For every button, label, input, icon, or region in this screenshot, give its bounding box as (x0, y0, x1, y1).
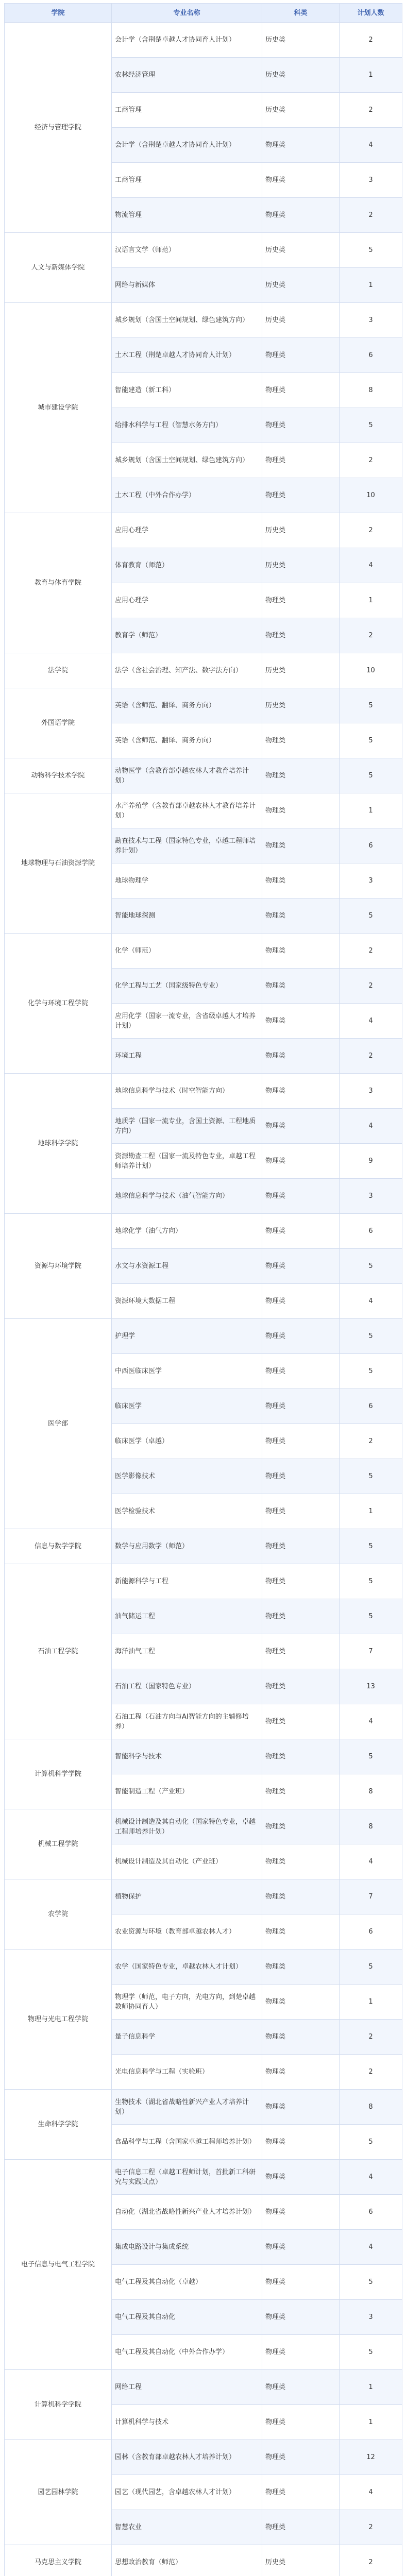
plan-count-cell: 4 (340, 2475, 402, 2510)
plan-count-cell: 5 (340, 408, 402, 443)
plan-count-cell: 6 (340, 1214, 402, 1249)
plan-count-cell: 6 (340, 828, 402, 863)
subject-cell: 物理类 (262, 1039, 340, 1074)
college-cell: 动物科学技术学院 (5, 758, 112, 793)
major-cell: 工商管理 (112, 163, 262, 198)
major-cell: 电气工程及其自动化 (112, 2300, 262, 2335)
subject-cell: 物理类 (262, 2405, 340, 2440)
major-cell: 电子信息工程（卓越工程师计划，首批新工科研究与实践试点） (112, 2160, 262, 2195)
major-cell: 食品科学与工程（含国家卓越工程师培养计划） (112, 2125, 262, 2160)
subject-cell: 物理类 (262, 1074, 340, 1109)
subject-cell: 物理类 (262, 1004, 340, 1039)
plan-count-cell: 5 (340, 688, 402, 723)
plan-count-cell: 7 (340, 1879, 402, 1914)
subject-cell: 物理类 (262, 1809, 340, 1844)
college-cell: 化学与环境工程学院 (5, 934, 112, 1074)
subject-cell: 物理类 (262, 408, 340, 443)
table-row (5, 934, 402, 969)
college-cell: 计算机科学学院 (5, 1739, 112, 1809)
subject-cell: 物理类 (262, 1879, 340, 1914)
subject-cell: 物理类 (262, 2265, 340, 2300)
major-cell: 应用化学（国家一流专业，含省级卓越人才培养计划） (112, 1004, 262, 1039)
major-cell: 光电信息科学与工程（实验班） (112, 2055, 262, 2090)
subject-cell: 物理类 (262, 1844, 340, 1879)
plan-count-cell: 6 (340, 1914, 402, 1950)
plan-count-cell: 5 (340, 758, 402, 793)
subject-cell: 物理类 (262, 1214, 340, 1249)
major-cell: 医学影像技术 (112, 1459, 262, 1494)
major-cell: 工商管理 (112, 93, 262, 128)
subject-cell: 物理类 (262, 2335, 340, 2370)
major-cell: 物理学（师范，电子方向，光电方向，到楚卓越教师协同育人） (112, 1985, 262, 2020)
plan-count-cell: 5 (340, 1459, 402, 1494)
subject-cell: 物理类 (262, 1704, 340, 1739)
plan-count-cell: 13 (340, 1669, 402, 1704)
college-cell: 信息与数学学院 (5, 1529, 112, 1564)
subject-cell: 物理类 (262, 1284, 340, 1319)
subject-cell: 物理类 (262, 618, 340, 653)
table-row (5, 1809, 402, 1844)
major-cell: 资源环境大数据工程 (112, 1284, 262, 1319)
college-cell: 城市建设学院 (5, 303, 112, 513)
major-cell: 机械设计制造及其自动化（国家特色专业，卓越工程师培养计划） (112, 1809, 262, 1844)
table-row (5, 1739, 402, 1774)
plan-count-cell: 4 (340, 128, 402, 163)
major-cell: 园艺（现代园艺，含卓越农林人才计划） (112, 2475, 262, 2510)
college-cell: 园艺园林学院 (5, 2440, 112, 2545)
subject-cell: 物理类 (262, 934, 340, 969)
college-cell: 电子信息与电气工程学院 (5, 2160, 112, 2370)
subject-cell: 物理类 (262, 1774, 340, 1809)
plan-count-cell: 8 (340, 1774, 402, 1809)
plan-count-cell: 3 (340, 1179, 402, 1214)
subject-cell: 历史类 (262, 303, 340, 338)
subject-cell: 历史类 (262, 268, 340, 303)
plan-count-cell: 2 (340, 934, 402, 969)
plan-count-cell: 5 (340, 1950, 402, 1985)
plan-count-cell: 5 (340, 1354, 402, 1389)
major-cell: 生物技术（湖北省战略性新兴产业人才培养计划） (112, 2090, 262, 2125)
major-cell: 智能建造（新工科） (112, 373, 262, 408)
subject-cell: 物理类 (262, 2510, 340, 2545)
college-cell: 医学部 (5, 1319, 112, 1529)
major-cell: 新能源科学与工程 (112, 1564, 262, 1599)
table-header-row (5, 4, 402, 23)
major-cell: 网络与新媒体 (112, 268, 262, 303)
table-row (5, 233, 402, 268)
major-cell: 城乡规划（含国土空间规划、绿色建筑方向） (112, 303, 262, 338)
subject-cell: 物理类 (262, 1599, 340, 1634)
subject-cell: 物理类 (262, 2440, 340, 2475)
plan-count-cell: 4 (340, 1704, 402, 1739)
subject-cell: 物理类 (262, 1319, 340, 1354)
college-cell: 资源与环境学院 (5, 1214, 112, 1319)
subject-cell: 物理类 (262, 2160, 340, 2195)
college-cell: 地球科学学院 (5, 1074, 112, 1214)
major-cell: 地质学（国家一流专业，含国土资源、工程地质方向） (112, 1109, 262, 1144)
table-row (5, 513, 402, 548)
plan-count-cell: 4 (340, 2230, 402, 2265)
subject-cell: 物理类 (262, 1179, 340, 1214)
major-cell: 法学（含社会治理、知产法、数字法方向） (112, 653, 262, 688)
major-cell: 城乡规划（含国土空间规划、绿色建筑方向） (112, 443, 262, 478)
plan-count-cell: 2 (340, 1039, 402, 1074)
major-cell: 教育学（师范） (112, 618, 262, 653)
plan-count-cell: 5 (340, 899, 402, 934)
plan-count-cell: 1 (340, 268, 402, 303)
subject-cell: 物理类 (262, 723, 340, 758)
plan-count-cell: 12 (340, 2440, 402, 2475)
major-cell: 应用心理学 (112, 583, 262, 618)
college-cell: 机械工程学院 (5, 1809, 112, 1879)
plan-count-cell: 2 (340, 1424, 402, 1459)
subject-cell: 物理类 (262, 1985, 340, 2020)
table-row (5, 2160, 402, 2195)
subject-cell: 物理类 (262, 443, 340, 478)
major-cell: 地球化学（油气方向） (112, 1214, 262, 1249)
admission-plan-table (4, 3, 402, 2576)
major-cell: 数学与应用数学（师范） (112, 1529, 262, 1564)
plan-count-cell: 5 (340, 1739, 402, 1774)
subject-cell: 物理类 (262, 373, 340, 408)
table-row (5, 653, 402, 688)
subject-cell: 物理类 (262, 969, 340, 1004)
subject-cell: 物理类 (262, 793, 340, 828)
major-cell: 智慧农业 (112, 2510, 262, 2545)
plan-count-cell: 5 (340, 1599, 402, 1634)
plan-count-cell: 1 (340, 1985, 402, 2020)
subject-cell: 物理类 (262, 338, 340, 373)
subject-cell: 物理类 (262, 1739, 340, 1774)
college-cell: 计算机科学学院 (5, 2370, 112, 2440)
subject-cell: 历史类 (262, 513, 340, 548)
subject-cell: 物理类 (262, 2370, 340, 2405)
subject-cell: 历史类 (262, 548, 340, 583)
major-cell: 智能地球探测 (112, 899, 262, 934)
subject-cell: 物理类 (262, 828, 340, 863)
subject-cell: 物理类 (262, 1109, 340, 1144)
major-cell: 量子信息科学 (112, 2020, 262, 2055)
table-row (5, 1214, 402, 1249)
subject-cell: 物理类 (262, 1424, 340, 1459)
subject-cell: 物理类 (262, 1459, 340, 1494)
major-cell: 自动化（湖北省战略性新兴产业人才培养计划） (112, 2195, 262, 2230)
major-cell: 集成电路设计与集成系统 (112, 2230, 262, 2265)
table-row (5, 758, 402, 793)
subject-cell: 物理类 (262, 2125, 340, 2160)
plan-count-cell: 1 (340, 1494, 402, 1529)
major-cell: 油气储运工程 (112, 1599, 262, 1634)
subject-cell: 物理类 (262, 2055, 340, 2090)
table-row (5, 793, 402, 828)
plan-count-cell: 4 (340, 1844, 402, 1879)
plan-count-cell: 2 (340, 618, 402, 653)
plan-count-cell: 1 (340, 583, 402, 618)
major-cell: 临床医学（卓越） (112, 1424, 262, 1459)
plan-count-cell: 2 (340, 2510, 402, 2545)
subject-cell: 物理类 (262, 2300, 340, 2335)
major-cell: 医学检验技术 (112, 1494, 262, 1529)
subject-cell: 物理类 (262, 1529, 340, 1564)
major-cell: 物流管理 (112, 198, 262, 233)
college-cell: 农学院 (5, 1879, 112, 1950)
plan-count-cell: 6 (340, 1389, 402, 1424)
table-row (5, 1529, 402, 1564)
major-cell: 勘查技术与工程（国家特色专业，卓越工程师培养计划） (112, 828, 262, 863)
major-cell: 土木工程（荆楚卓越人才协同育人计划） (112, 338, 262, 373)
major-cell: 给排水科学与工程（智慧水务方向） (112, 408, 262, 443)
college-cell: 地球物理与石油资源学院 (5, 793, 112, 934)
college-cell: 法学院 (5, 653, 112, 688)
major-cell: 化学工程与工艺（国家级特色专业） (112, 969, 262, 1004)
college-cell: 人文与新媒体学院 (5, 233, 112, 303)
plan-count-cell: 5 (340, 2265, 402, 2300)
plan-count-cell: 1 (340, 2405, 402, 2440)
major-cell: 植物保护 (112, 1879, 262, 1914)
plan-count-cell: 2 (340, 969, 402, 1004)
plan-count-cell: 4 (340, 1109, 402, 1144)
subject-cell: 物理类 (262, 1354, 340, 1389)
subject-cell: 物理类 (262, 758, 340, 793)
major-cell: 会计学（含荆楚卓越人才协同育人计划） (112, 128, 262, 163)
subject-cell: 物理类 (262, 1144, 340, 1179)
subject-cell: 物理类 (262, 2475, 340, 2510)
plan-count-cell: 6 (340, 2195, 402, 2230)
subject-cell: 物理类 (262, 1950, 340, 1985)
plan-count-cell: 3 (340, 2300, 402, 2335)
major-cell: 电气工程及其自动化（中外合作办学） (112, 2335, 262, 2370)
major-cell: 计算机科学与技术 (112, 2405, 262, 2440)
table-body (5, 23, 402, 2576)
major-cell: 机械设计制造及其自动化（产业班） (112, 1844, 262, 1879)
major-cell: 水文与水资源工程 (112, 1249, 262, 1284)
plan-count-cell: 5 (340, 1319, 402, 1354)
subject-cell: 历史类 (262, 2545, 340, 2576)
major-cell: 临床医学 (112, 1389, 262, 1424)
table-row (5, 1074, 402, 1109)
plan-count-cell: 1 (340, 58, 402, 93)
subject-cell: 物理类 (262, 128, 340, 163)
table-row (5, 23, 402, 58)
plan-count-cell: 3 (340, 163, 402, 198)
plan-count-cell: 2 (340, 443, 402, 478)
plan-count-cell: 8 (340, 373, 402, 408)
plan-count-cell: 7 (340, 1634, 402, 1669)
plan-count-cell: 4 (340, 1004, 402, 1039)
header-subject: 科类 (262, 4, 340, 23)
subject-cell: 物理类 (262, 2090, 340, 2125)
major-cell: 农业资源与环境（教育部卓越农林人才） (112, 1914, 262, 1950)
table-row (5, 2440, 402, 2475)
major-cell: 海洋油气工程 (112, 1634, 262, 1669)
plan-count-cell: 2 (340, 2545, 402, 2576)
college-cell: 石油工程学院 (5, 1564, 112, 1739)
subject-cell: 物理类 (262, 1494, 340, 1529)
major-cell: 石油工程（国家特色专业） (112, 1669, 262, 1704)
subject-cell: 历史类 (262, 653, 340, 688)
college-cell: 物理与光电工程学院 (5, 1950, 112, 2090)
subject-cell: 物理类 (262, 1669, 340, 1704)
subject-cell: 物理类 (262, 2020, 340, 2055)
plan-count-cell: 10 (340, 653, 402, 688)
major-cell: 智能制造工程（产业班） (112, 1774, 262, 1809)
major-cell: 电气工程及其自动化（卓越） (112, 2265, 262, 2300)
table-row (5, 2090, 402, 2125)
subject-cell: 物理类 (262, 198, 340, 233)
subject-cell: 历史类 (262, 58, 340, 93)
major-cell: 地球信息科学与技术（时空智能方向） (112, 1074, 262, 1109)
plan-count-cell: 8 (340, 1809, 402, 1844)
subject-cell: 物理类 (262, 163, 340, 198)
plan-count-cell: 9 (340, 1144, 402, 1179)
major-cell: 农林经济管理 (112, 58, 262, 93)
major-cell: 中西医临床医学 (112, 1354, 262, 1389)
major-cell: 农学（国家特色专业，卓越农林人才计划） (112, 1950, 262, 1985)
table-row (5, 688, 402, 723)
subject-cell: 物理类 (262, 583, 340, 618)
plan-count-cell: 2 (340, 513, 402, 548)
major-cell: 体育教育（师范） (112, 548, 262, 583)
college-cell: 外国语学院 (5, 688, 112, 758)
table-row (5, 1950, 402, 1985)
subject-cell: 物理类 (262, 2195, 340, 2230)
major-cell: 土木工程（中外合作办学） (112, 478, 262, 513)
plan-count-cell: 2 (340, 23, 402, 58)
plan-count-cell: 4 (340, 2160, 402, 2195)
plan-count-cell: 2 (340, 198, 402, 233)
plan-count-cell: 2 (340, 2055, 402, 2090)
plan-count-cell: 5 (340, 1529, 402, 1564)
plan-count-cell: 2 (340, 2020, 402, 2055)
major-cell: 地球信息科学与技术（油气智能方向） (112, 1179, 262, 1214)
subject-cell: 物理类 (262, 1634, 340, 1669)
major-cell: 英语（含师范、翻译、商务方向） (112, 688, 262, 723)
plan-count-cell: 3 (340, 303, 402, 338)
plan-count-cell: 1 (340, 2370, 402, 2405)
plan-count-cell: 4 (340, 548, 402, 583)
plan-count-cell: 2 (340, 93, 402, 128)
plan-count-cell: 1 (340, 793, 402, 828)
major-cell: 资源勘查工程（国家一流及特色专业，卓越工程师培养计划） (112, 1144, 262, 1179)
subject-cell: 物理类 (262, 478, 340, 513)
plan-count-cell: 10 (340, 478, 402, 513)
subject-cell: 历史类 (262, 233, 340, 268)
table-row (5, 1879, 402, 1914)
major-cell: 汉语言文学（师范） (112, 233, 262, 268)
subject-cell: 物理类 (262, 863, 340, 899)
major-cell: 护理学 (112, 1319, 262, 1354)
table-row (5, 303, 402, 338)
plan-count-cell: 8 (340, 2090, 402, 2125)
subject-cell: 历史类 (262, 688, 340, 723)
plan-count-cell: 3 (340, 1074, 402, 1109)
college-cell: 生命科学学院 (5, 2090, 112, 2160)
college-cell: 马克思主义学院 (5, 2545, 112, 2576)
subject-cell: 历史类 (262, 23, 340, 58)
major-cell: 智能科学与技术 (112, 1739, 262, 1774)
plan-count-cell: 5 (340, 723, 402, 758)
subject-cell: 物理类 (262, 1389, 340, 1424)
major-cell: 水产养殖学（含教育部卓越农林人才教育培养计划） (112, 793, 262, 828)
subject-cell: 历史类 (262, 93, 340, 128)
major-cell: 地球物理学 (112, 863, 262, 899)
subject-cell: 物理类 (262, 2230, 340, 2265)
plan-count-cell: 4 (340, 1284, 402, 1319)
plan-count-cell: 5 (340, 1564, 402, 1599)
header-plan-count: 计划人数 (340, 4, 402, 23)
major-cell: 环境工程 (112, 1039, 262, 1074)
table-row (5, 2545, 402, 2576)
subject-cell: 物理类 (262, 1564, 340, 1599)
plan-count-cell: 3 (340, 863, 402, 899)
plan-count-cell: 5 (340, 2335, 402, 2370)
major-cell: 思想政治教育（师范） (112, 2545, 262, 2576)
major-cell: 英语（含师范、翻译、商务方向） (112, 723, 262, 758)
major-cell: 应用心理学 (112, 513, 262, 548)
major-cell: 动物医学（含教育部卓越农林人才教育培养计划） (112, 758, 262, 793)
plan-count-cell: 5 (340, 1249, 402, 1284)
plan-count-cell: 6 (340, 338, 402, 373)
major-cell: 网络工程 (112, 2370, 262, 2405)
college-cell: 教育与体育学院 (5, 513, 112, 653)
subject-cell: 物理类 (262, 1249, 340, 1284)
header-college: 学院 (5, 4, 112, 23)
college-cell: 经济与管理学院 (5, 23, 112, 233)
major-cell: 石油工程（石油方向与AI智能方向的主辅修培养） (112, 1704, 262, 1739)
major-cell: 园林（含教育部卓越农林人才培养计划） (112, 2440, 262, 2475)
table-row (5, 1319, 402, 1354)
header-major: 专业名称 (112, 4, 262, 23)
table-row (5, 1564, 402, 1599)
plan-count-cell: 5 (340, 2125, 402, 2160)
plan-count-cell: 5 (340, 233, 402, 268)
subject-cell: 物理类 (262, 899, 340, 934)
subject-cell: 物理类 (262, 1914, 340, 1950)
major-cell: 会计学（含荆楚卓越人才协同育人计划） (112, 23, 262, 58)
table-row (5, 2370, 402, 2405)
major-cell: 化学（师范） (112, 934, 262, 969)
